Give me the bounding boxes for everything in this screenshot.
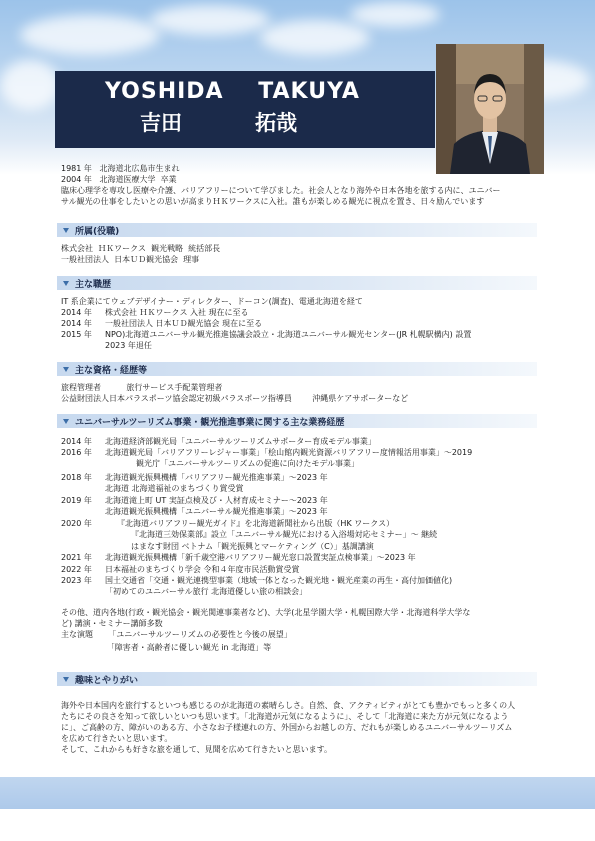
- section-header-qualifications: [57, 362, 537, 376]
- hobby-line: を広めて行きたいと思います。: [61, 734, 173, 743]
- triangle-bullet-icon: [63, 419, 69, 424]
- tourism-outro-line: ど) 講演・セミナー講師多数: [61, 619, 163, 628]
- tourism-outro-line: その他、道内各地(行政・観光協会・観光関連事業者など)、大学(北星学園大学・札幌国際大学・北海道科学大学な: [61, 608, 471, 617]
- section-title: 主な資格・経歴等: [75, 366, 148, 376]
- position-line: 一般社団法人 日本ＵＤ観光協会 理事: [61, 255, 200, 264]
- section-header-hobby: [57, 672, 537, 686]
- section-header-position: [57, 223, 537, 237]
- career-intro: IT 系企業にてウェブデザイナー・ディレクター、ドーコン(調査)、電通北海道を経て: [61, 297, 363, 306]
- triangle-bullet-icon: [63, 228, 69, 233]
- hobby-line: 海外や日本国内を旅行するといつも感じるのが北海道の素晴らしさ。自然、食、アクティビティがとても豊かでもっと多くの人: [61, 701, 516, 710]
- name-japanese: 吉田 拓哉: [140, 111, 298, 135]
- section-title: 所属(役職): [75, 227, 120, 237]
- section-header-tourism: [57, 414, 537, 428]
- hobby-line: に」、ご高齢の方、障がいのある方、小さなお子様連れの方、外国からお越しの方、だれもが楽しめるユニバーサルツーリズム: [61, 723, 513, 732]
- tourism-outro-line: 主な演題 「ユニバーサルツーリズムの必要性と今後の展望」: [61, 630, 292, 639]
- bio-line: 1981 年 北海道北広島市生まれ: [61, 164, 180, 173]
- position-line: 株式会社 ＨＫワークス 観光戦略 統括部長: [61, 244, 221, 253]
- hobby-line: たちにその良さを知って欲しいといつも思います。「北海道が元気になるように」、そして「北海道に来た方が元気になるよう: [61, 712, 509, 721]
- section-title: ユニバーサルツーリズム事業・観光推進事業に関する主な業務経歴: [75, 418, 345, 428]
- footer-band: [0, 777, 595, 809]
- tourism-outro-line: 「障害者・高齢者に優しい観光 in 北海道」等: [61, 643, 272, 652]
- section-title: 趣味とやりがい: [75, 676, 139, 686]
- hobby-line: そして、これからも好きな旅を通して、見聞を広めて行きたいと思います。: [61, 745, 333, 754]
- profile-photo: [436, 44, 544, 174]
- triangle-bullet-icon: [63, 367, 69, 372]
- bio-line: 臨床心理学を専攻し医療や介護、バリアフリーについて学びました。社会人となり海外や日本各地を旅する内に、ユニバー: [61, 186, 501, 195]
- section-header-career: [57, 276, 537, 290]
- triangle-bullet-icon: [63, 677, 69, 682]
- qualification-line: 旅程管理者 旅行サービス手配業管理者: [61, 383, 223, 392]
- qualification-line: 公益財団法人日本パラスポーツ協会認定初級パラスポーツ指導員 沖縄県ケアサポーターなど: [61, 394, 409, 403]
- bio-line: 2004 年 北海道医療大学 卒業: [61, 175, 177, 184]
- section-title: 主な職歴: [75, 280, 112, 290]
- name-english: YOSHIDA TAKUYA: [105, 79, 360, 104]
- bio-line: サル観光の仕事をしたいとの思いが高まりＨＫワークスに入社。誰もが楽しめる観光に視点を置き、日々励んでいます: [61, 197, 485, 206]
- triangle-bullet-icon: [63, 281, 69, 286]
